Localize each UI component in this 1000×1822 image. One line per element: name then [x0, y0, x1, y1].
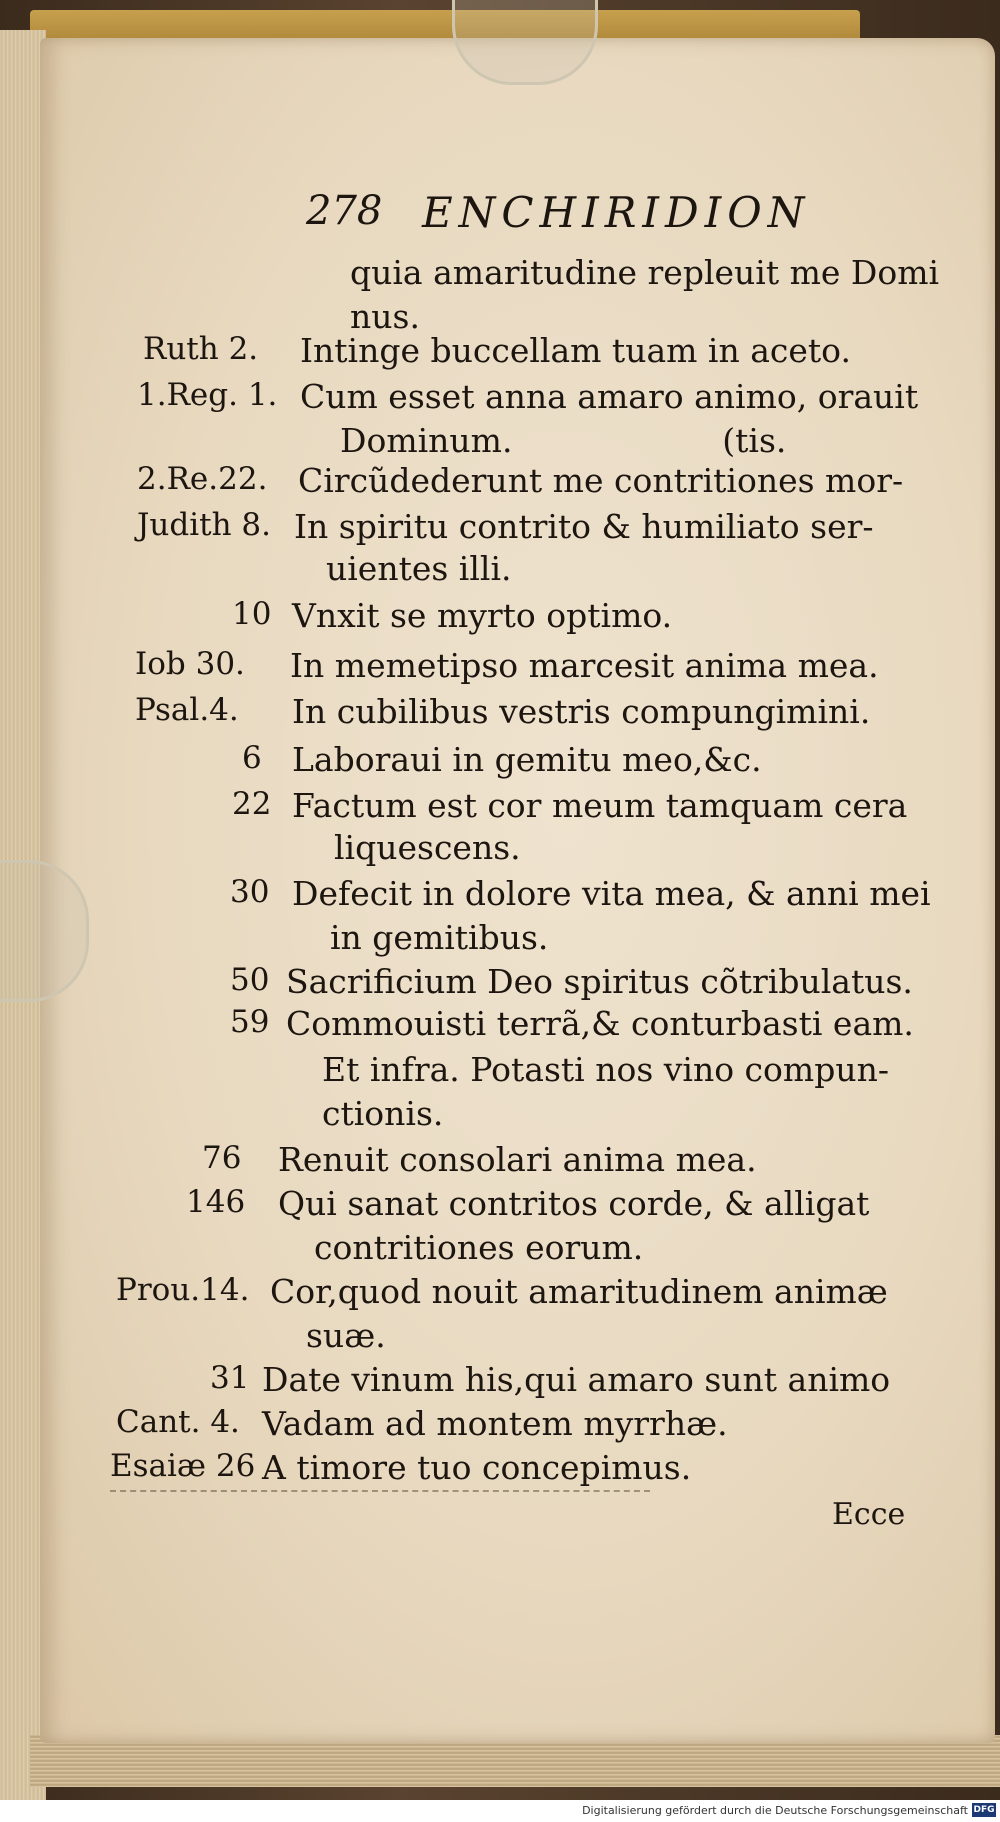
reference-label: Cant. 4. — [116, 1404, 240, 1440]
text-line: Vadam ad montem myrrhæ. — [262, 1404, 728, 1443]
text-line: Laboraui in gemitu meo,&c. — [292, 740, 762, 779]
reference-label: Esaiæ 26 — [110, 1448, 256, 1484]
text-line: Commouisti terrã,& conturbasti eam. — [286, 1004, 914, 1043]
text-line: ctionis. — [322, 1094, 444, 1133]
text-line: liquescens. — [334, 828, 521, 867]
text-line: Intinge buccellam tuam in aceto. — [300, 331, 851, 370]
text-line: contritiones eorum. — [314, 1228, 644, 1267]
reference-label: 2.Re.22. — [137, 461, 268, 497]
running-title: ENCHIRIDION — [422, 188, 811, 237]
footer-credit: Digitalisierung gefördert durch die Deutsche Forschungsgemeinschaft — [582, 1804, 968, 1817]
catchword: Ecce — [832, 1497, 906, 1532]
reference-label: 76 — [202, 1140, 242, 1176]
text-line: in gemitibus. — [330, 918, 549, 957]
reference-label: 31 — [210, 1360, 250, 1396]
text-line: In cubilibus vestris compungimini. — [292, 692, 871, 731]
reference-label: 146 — [186, 1184, 246, 1220]
text-line: Qui sanat contritos corde, & alligat — [278, 1184, 870, 1223]
reference-label: Judith 8. — [137, 507, 272, 543]
reference-label: Iob 30. — [135, 646, 245, 682]
text-line: Factum est cor meum tamquam cera — [292, 786, 908, 825]
separator-rule — [110, 1490, 650, 1492]
dfg-logo-icon: DFG — [973, 1805, 995, 1815]
reference-label: 50 — [230, 962, 270, 998]
text-line: Cum esset anna amaro animo, orauit — [300, 377, 919, 416]
reference-label: 30 — [230, 874, 270, 910]
text-line: nus. — [350, 297, 420, 336]
reference-label: 1.Reg. 1. — [137, 377, 278, 413]
text-line: Renuit consolari anima mea. — [278, 1140, 757, 1179]
text-line: A timore tuo concepimus. — [262, 1448, 692, 1487]
text-line: Dominum. (tis. — [340, 421, 787, 460]
text-line: quia amaritudine repleuit me Domi — [350, 253, 940, 292]
reference-label: 6 — [242, 740, 262, 776]
text-line: Date vinum his,qui amaro sunt animo — [262, 1360, 891, 1399]
page-number: 278 — [306, 188, 383, 234]
text-line: In memetipso marcesit anima mea. — [290, 646, 879, 685]
text-line: suæ. — [306, 1316, 386, 1355]
reference-label: 22 — [232, 786, 272, 822]
reference-label: 10 — [232, 596, 272, 632]
text-line: Sacrificium Deo spiritus cõtribulatus. — [286, 962, 913, 1001]
text-line: Et infra. Potasti nos vino compun- — [322, 1050, 889, 1089]
reference-label: Ruth 2. — [143, 331, 259, 367]
text-line: uientes illi. — [326, 549, 512, 588]
reference-label: 59 — [230, 1004, 270, 1040]
text-line: In spiritu contrito & humiliato ser- — [294, 507, 874, 546]
text-line: Defecit in dolore vita mea, & anni mei — [292, 874, 931, 913]
reference-label: Psal.4. — [135, 692, 239, 728]
text-line: Circũdederunt me contritiones mor- — [298, 461, 904, 500]
text-line: Cor,quod nouit amaritudinem animæ — [270, 1272, 888, 1311]
text-line: Vnxit se myrto optimo. — [292, 596, 673, 635]
reference-label: Prou.14. — [116, 1272, 250, 1308]
